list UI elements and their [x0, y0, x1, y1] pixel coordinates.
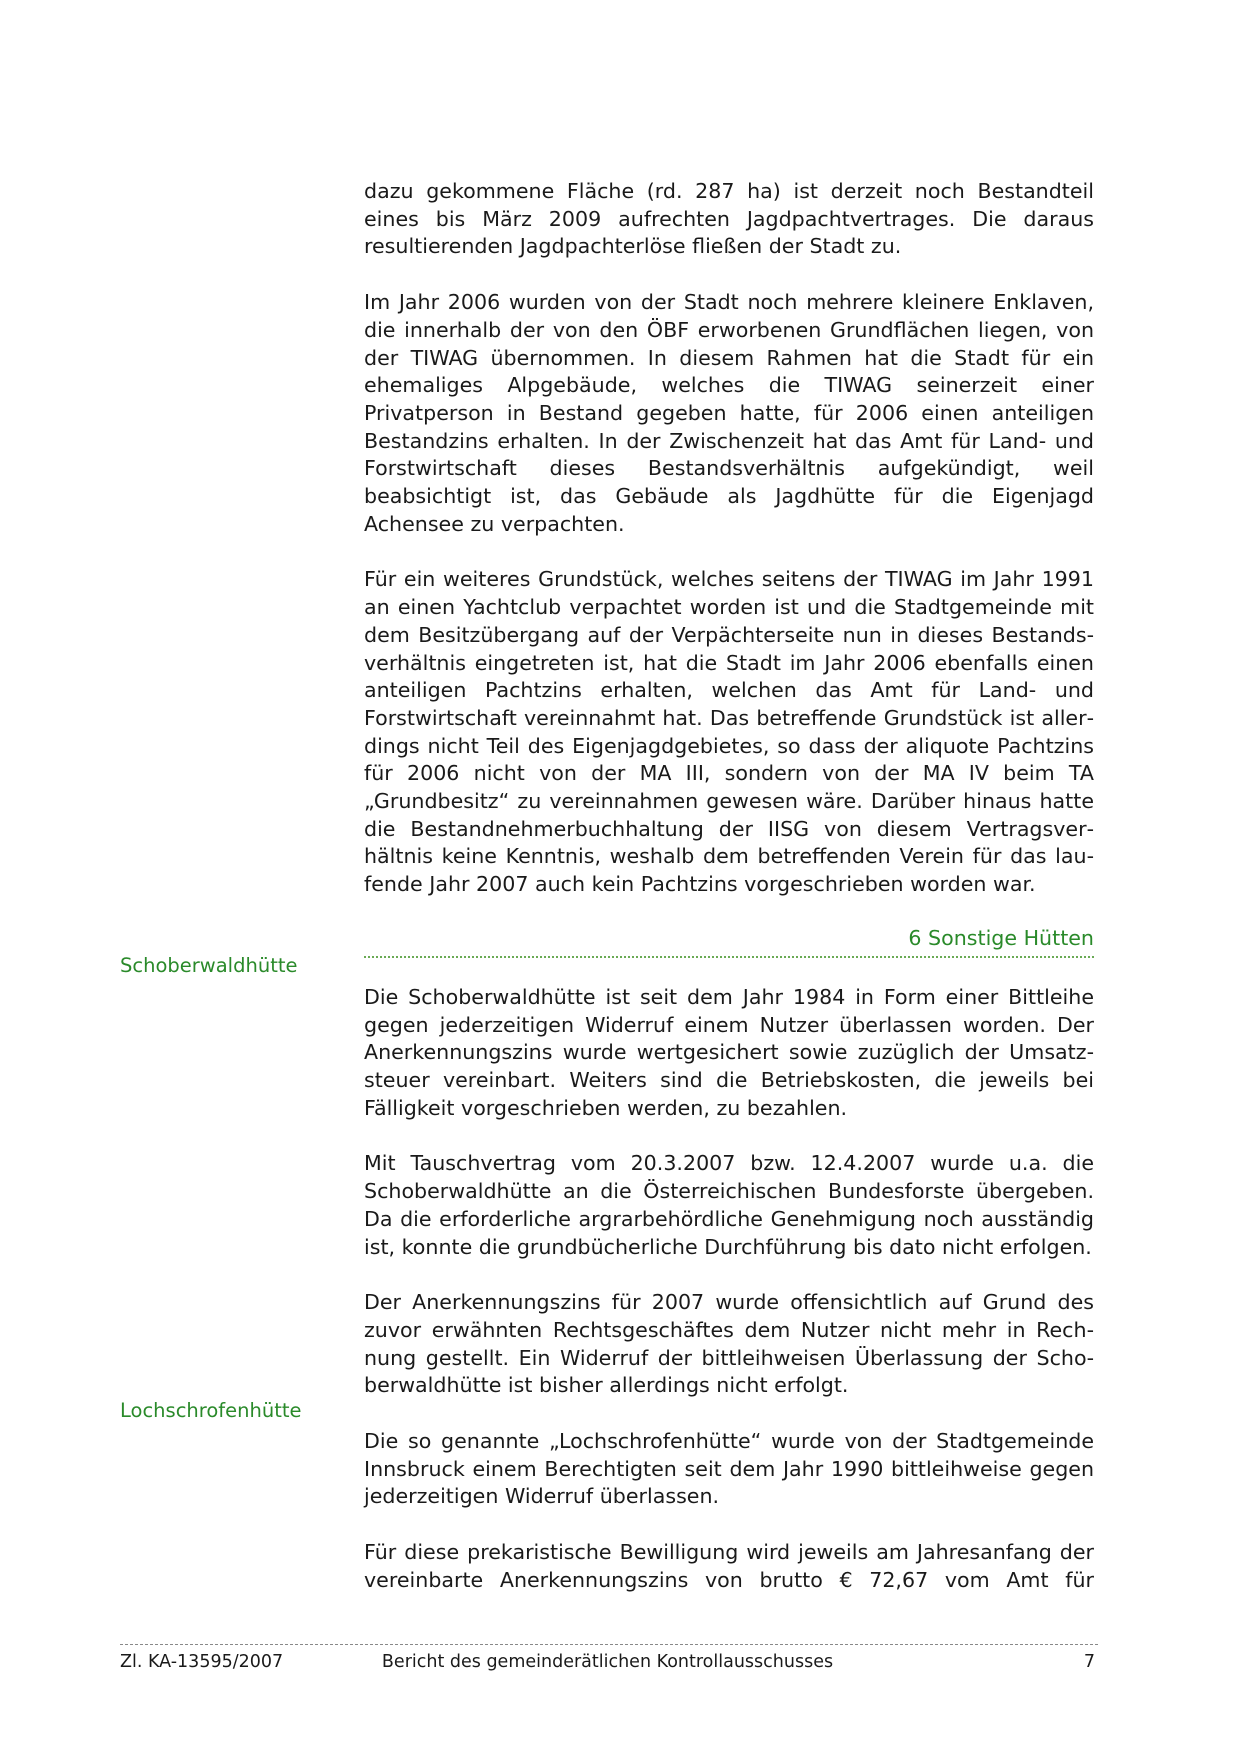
paragraph-enklaven: Im Jahr 2006 wurden von der Stadt noch mehrere kleinere Enklaven, die innerhalb der von den ÖBF erworbenen Grundflächen liegen, von der TIWAG übernommen. In diesem Rahmen hat die Stadt für ein ehemaliges Alpgebäude, welches die TIWAG seinerzeit einer Privatperson in Bestand gegeben hatte, für 2006 einen anteiligen Bestandzins erhalten. In der Zwischenzeit hat das Amt für Land- und Forstwirtschaft dieses Bestandsverhältnis aufgekündigt, weil beabsichtigt ist, das Gebäude als Jagdhütte für die Eigenjagd Achensee zu verpachten.: [364, 290, 1094, 536]
paragraph-yachtclub: Für ein weiteres Grundstück, welches seitens der TIWAG im Jahr 1991 an einen Yachtclub verpachtet worden ist und die Stadtgemeinde mit dem Besitzübergang auf der Verpächterseite nun in dieses Bestandsverhältnis eingetreten ist, hat die Stadt im Jahr 2006 ebenfalls einen anteiligen Pachtzins erhalten, welchen das Amt für Land- und Forstwirtschaft vereinnahmt hat. Das betreffende Grundstück ist allerdings nicht Teil des Eigenjagdgebietes, so dass der aliquote Pachtzins für 2006 nicht von der MA III, sondern von der MA IV beim TA „Grundbesitz“ zu vereinnahmen gewesen wäre. Darüber hinaus hatte die Bestandnehmerbuchhaltung der IISG von diesem Vertragsverhältnis keine Kenntnis, weshalb dem betreffenden Verein für das laufende Jahr 2007 auch kein Pachtzins vorgeschrieben worden war.: [364, 567, 1094, 897]
footer-divider: [120, 1644, 1098, 1645]
margin-label-schoberwaldhuette: Schoberwaldhütte: [120, 954, 298, 977]
main-text-column: [364, 178, 1094, 1623]
page-number: 7: [1083, 1652, 1095, 1672]
margin-label-lochschrofenhuette: Lochschrofenhütte: [120, 1399, 302, 1422]
paragraph-schoberwald-bittleihe: Die Schoberwaldhütte ist seit dem Jahr 1984 in Form einer Bittleihe gegen jederzeitigen Widerruf einem Nutzer überlassen worden. Der Anerkennungszins wurde wertgesichert sowie zuzüglich der Umsatzsteuer vereinbart. Weiters sind die Betriebskosten, die jeweils bei Fälligkeit vorgeschrieben werden, zu bezahlen.: [364, 984, 1094, 1120]
paragraph-tauschvertrag: Mit Tauschvertrag vom 20.3.2007 bzw. 12.4.2007 wurde u.a. die Schoberwaldhütte an die Österreichischen Bundesforste übergeben. Da die erforderliche argrarbehördliche Genehmigung noch ausständig ist, konnte die grundbücherliche Durchführung bis dato nicht erfolgen.: [364, 1151, 1094, 1259]
footer-reference: Zl. KA-13595/2007: [120, 1652, 284, 1672]
paragraph-jagdpacht: dazu gekommene Fläche (rd. 287 ha) ist derzeit noch Bestandteil eines bis März 2009 aufrechten Jagdpachtvertrages. Die daraus resultierenden Jagdpachterlöse fließen der Stadt zu.: [364, 179, 1094, 259]
section-heading: 6 Sonstige Hütten: [364, 925, 1094, 958]
paragraph-anerkennungszins: Der Anerkennungszins für 2007 wurde offensichtlich auf Grund des zuvor erwähnten Rechtsgeschäftes dem Nutzer nicht mehr in Rechnung gestellt. Ein Widerruf der bittleihweisen Überlassung der Schoberwaldhütte ist bisher allerdings nicht erfolgt.: [364, 1290, 1094, 1398]
paragraph-lochschrofen: Die so genannte „Lochschrofenhütte“ wurde von der Stadtgemeinde Innsbruck einem Berechtigten seit dem Jahr 1990 bittleihweise gegen jederzeitigen Widerruf überlassen.: [364, 1429, 1094, 1509]
paragraph-prekaristisch: Für diese prekaristische Bewilligung wird jeweils am Jahresanfang der vereinbarte Anerkennungszins von brutto € 72,67 vom Amt für: [364, 1540, 1094, 1592]
footer-title: Bericht des gemeinderätlichen Kontrollausschusses: [381, 1652, 834, 1672]
